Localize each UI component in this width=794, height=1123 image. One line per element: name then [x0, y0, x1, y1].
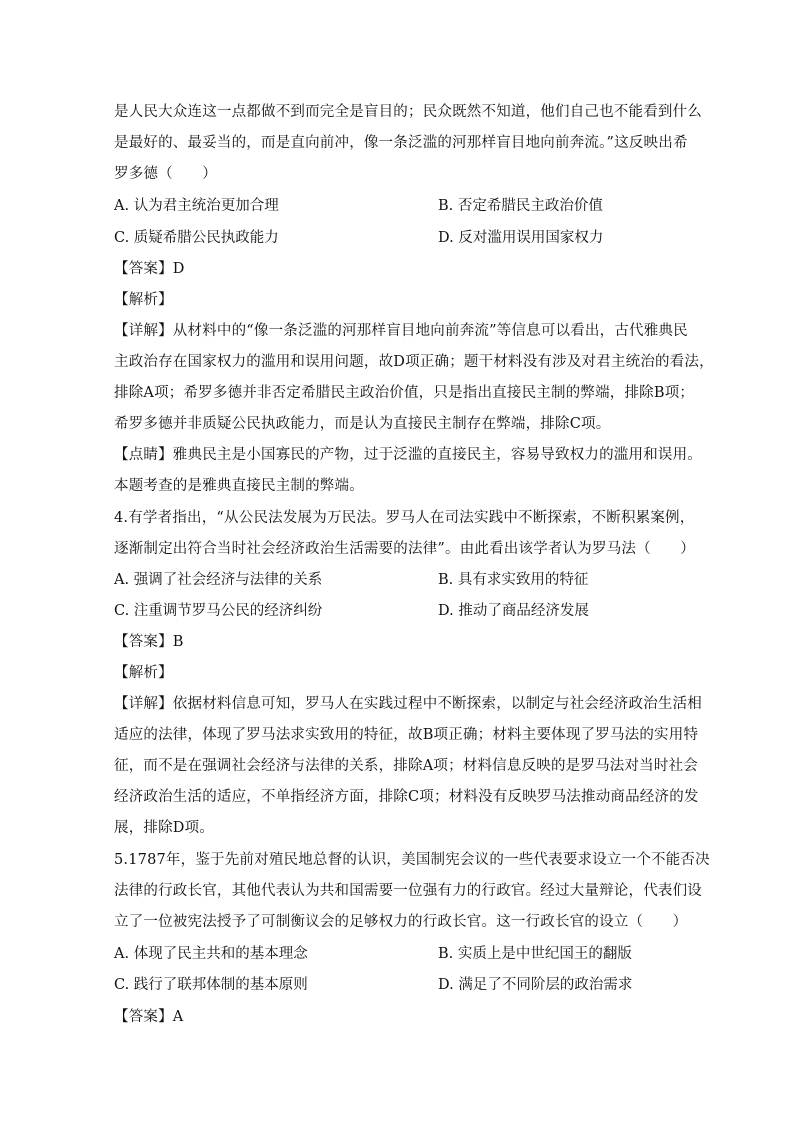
- q3-option-c: C. 质疑希腊公民执政能力: [114, 230, 279, 246]
- q4-detail-line-1: 【详解】依据材料信息可知，罗马人在实践过程中不断探索，以制定与社会经济政治生活相: [114, 696, 702, 712]
- q3-option-a: A. 认为君主统治更加合理: [114, 198, 279, 214]
- q5-option-d: D. 满足了不同阶层的政治需求: [438, 977, 633, 993]
- q4-option-b: B. 具有求实致用的特征: [438, 572, 589, 588]
- q3-detail-line-3: 排除A项；希罗多德并非否定希腊民主政治价值，只是指出直接民主制的弊端，排除B项；: [114, 385, 695, 401]
- q5-option-b: B. 实质上是中世纪国王的翻版: [438, 946, 632, 962]
- q3-option-b: B. 否定希腊民主政治价值: [438, 198, 603, 214]
- q4-detail-line-2: 适应的法律，体现了罗马法求实致用的特征，故B项正确；材料主要体现了罗马法的实用特: [114, 727, 699, 743]
- q4-analysis-label: 【解析】: [114, 665, 173, 681]
- q4-stem-line-2: 逐渐制定出符合当时社会经济政治生活需要的法律”。由此看出该学者认为罗马法（ ）: [114, 541, 695, 557]
- q4-detail-line-3: 征，而不是在强调社会经济与法律的关系，排除A项；材料信息反映的是罗马法对当时社会: [114, 758, 698, 774]
- q5-option-a: A. 体现了民主共和的基本理念: [114, 946, 308, 962]
- q4-stem-line-1: 4.有学者指出，“从公民法发展为万民法。罗马人在司法实践中不断探索，不断积累案例，: [114, 510, 695, 526]
- q4-option-d: D. 推动了商品经济发展: [438, 603, 589, 619]
- q3-analysis-label: 【解析】: [114, 292, 173, 308]
- q4-option-c: C. 注重调节罗马公民的经济纠纷: [114, 603, 323, 619]
- q4-detail-line-5: 展，排除D项。: [114, 820, 215, 836]
- q5-option-c: C. 践行了联邦体制的基本原则: [114, 977, 308, 993]
- q3-point-line-2: 本题考查的是雅典直接民主制的弊端。: [114, 478, 364, 494]
- q4-answer: 【答案】B: [114, 634, 184, 650]
- q4-detail-line-4: 经济政治生活的适应，不单指经济方面，排除C项；材料没有反映罗马法推动商品经济的发: [114, 789, 699, 805]
- q3-detail-line-4: 希罗多德并非质疑公民执政能力，而是认为直接民主制存在弊端，排除C项。: [114, 416, 611, 432]
- q3-stem-line-3: 罗多德（ ）: [114, 166, 217, 182]
- q5-stem-line-1: 5.1787年，鉴于先前对殖民地总督的认识，美国制宪会议的一些代表要求设立一个不能否决: [114, 852, 710, 868]
- q3-detail-line-1: 【详解】从材料中的“像一条泛滥的河那样盲目地向前奔流”等信息可以看出，古代雅典民: [114, 323, 688, 339]
- q3-detail-line-2: 主政治存在国家权力的滥用和误用问题，故D项正确；题干材料没有涉及对君主统治的看法，: [114, 354, 714, 370]
- q5-stem-line-2: 法律的行政长官，其他代表认为共和国需要一位强有力的行政官。经过大量辩论，代表们设: [114, 883, 702, 899]
- q4-option-a: A. 强调了社会经济与法律的关系: [114, 572, 323, 588]
- q3-point-line-1: 【点睛】雅典民主是小国寡民的产物，过于泛滥的直接民主，容易导致权力的滥用和误用。: [114, 447, 702, 463]
- q5-answer: 【答案】A: [114, 1009, 184, 1025]
- q5-stem-line-3: 立了一位被宪法授予了可制衡议会的足够权力的行政长官。这一行政长官的设立（ ）: [114, 914, 688, 930]
- q3-option-d: D. 反对滥用误用国家权力: [438, 230, 604, 246]
- q3-stem-line-1: 是人民大众连这一点都做不到而完全是盲目的；民众既然不知道，他们自己也不能看到什么: [114, 104, 702, 120]
- q3-stem-line-2: 是最好的、最妥当的，而是直向前冲，像一条泛滥的河那样盲目地向前奔流。”这反映出希: [114, 135, 688, 151]
- q3-answer: 【答案】D: [114, 261, 185, 277]
